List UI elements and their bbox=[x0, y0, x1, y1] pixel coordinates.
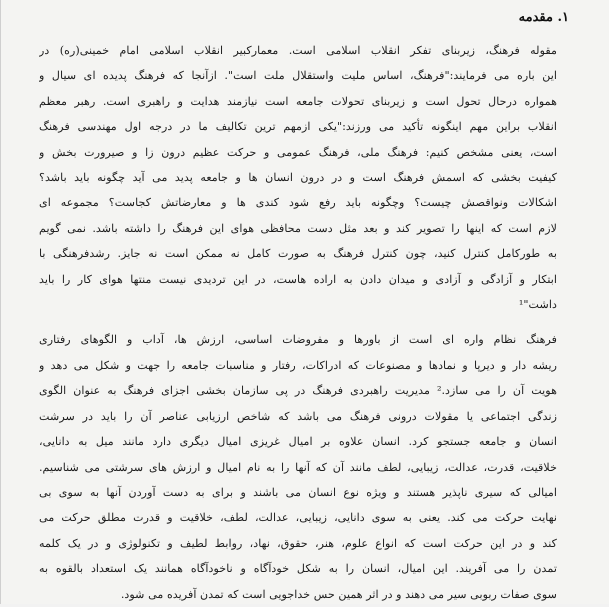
text-line: امیالی که سیری ناپذیر هستند و ویژه نوع انسان می باشند و برای به دست آوردن آنها به سوی بی bbox=[39, 485, 557, 499]
paragraph-1 bbox=[39, 38, 569, 317]
text-line: انسان و جامعه جستجو کرد. انسان علاوه بر امیال غریزی امیال دیگری دارد مانند میل به دانایی، bbox=[39, 435, 557, 449]
text-line: است، یعنی مشخص کنیم: فرهنگ ملی، فرهنگ عمومی و حرکت عظیم درون زا و صیرورت بخش و bbox=[39, 145, 557, 159]
text-line: همواره درحال تحول است و زیربنای تحولات جامعه است نیازمند هدایت و راهبری است. رهبر معظم bbox=[39, 94, 557, 108]
text-line: زندگی اجتماعی یا مقولات درونی فرهنگ می باشد که شاخص ارزیابی عناصر آن را باید در سرشت bbox=[39, 409, 557, 423]
text-line: هویت آن را می سازد.² مدیریت راهبردی فرهنگ در پی سازمان بخشی اجزای فرهنگ به عنوان الگوی bbox=[39, 384, 557, 398]
text-line: لازم است که اینها را تصویر کند و بعد مثل دست محافظی هوای این فرهنگ را داشته باشد. نمی گویم bbox=[39, 221, 557, 235]
text-line: به طورکامل کنترل کنید، چون کنترل فرهنگ به صورت کامل نه ممکن است نه جایز. رشدفرهنگی با bbox=[39, 247, 557, 261]
text-line: ابتکار و آزادگی و آزادی و میدان دادن به اراده هاست، در این تردیدی نیست منتها هوای کار را باید bbox=[39, 272, 557, 286]
text-line: کند و در این حرکت است که انواع علوم، هنر، حقوق، نهاد، روابط لطیف و تکنولوژی و در یک کلمه bbox=[39, 536, 557, 550]
text-line: انقلاب براین مهم اینگونه تأکید می ورزند:"یکی ازمهم ترین تکالیف ما در درجه اول مهندسی فرهنگ bbox=[39, 120, 557, 134]
text-line: این باره می فرمایند:"فرهنگ، اساس ملیت واستقلال ملت است". ازآنجا که فرهنگ پدیده ای سیال و bbox=[39, 69, 557, 83]
text-line: نهایت حرکت می کند. یعنی به سوی دانایی، زیبایی، عدالت، لطف، خلاقیت و قدرت مطلق حرکت می bbox=[39, 511, 557, 525]
text-line: ریشه دار و دیرپا و نمادها و مصنوعات که ادراکات، رفتار و مناسبات جامعه را جهت و شکل می دهد و bbox=[39, 358, 557, 372]
text-line: فرهنگ نظام واره ای است از باورها و مفروضات اساسی، ارزش ها، آداب و الگوهای رفتاری bbox=[39, 333, 557, 347]
paragraph-2 bbox=[39, 327, 569, 606]
text-line: داشت"¹ bbox=[518, 298, 557, 312]
text-line: خلاقیت، قدرت، عدالت، زیبایی، لطف مانند آن که آنها را به نام امیال و ارزش های سرشتی می شناسیم. bbox=[39, 460, 557, 474]
section-heading: ۱. مقدمه bbox=[518, 10, 569, 25]
text-line: سوی صفات ربوبی سیر می دهند و در اثر همین حس خداجویی است که تمدن آفریده می شود. bbox=[120, 587, 557, 601]
text-line: مقوله فرهنگ، زیربنای تفکر انقلاب اسلامی است. معمارکبیر انقلاب اسلامی امام خمینی(ره) در bbox=[39, 44, 557, 57]
text-line: اشکالات ونواقصش چیست؟ وچگونه باید رفع شود کندی ها و معارضاتش کجاست؟ مجموعه ای bbox=[39, 196, 557, 210]
text-line: تمدن را می آفریند. این امیال، انسان را به شکل خودآگاه و ناخودآگاه همانند یک استعداد بالقوه به bbox=[39, 562, 557, 576]
body-text bbox=[39, 38, 569, 607]
text-line: کیفیت بخشی که اسمش فرهنگ است و در درون انسان ها و جامعه پدید می آید چگونه باید باشد؟ bbox=[39, 171, 557, 185]
